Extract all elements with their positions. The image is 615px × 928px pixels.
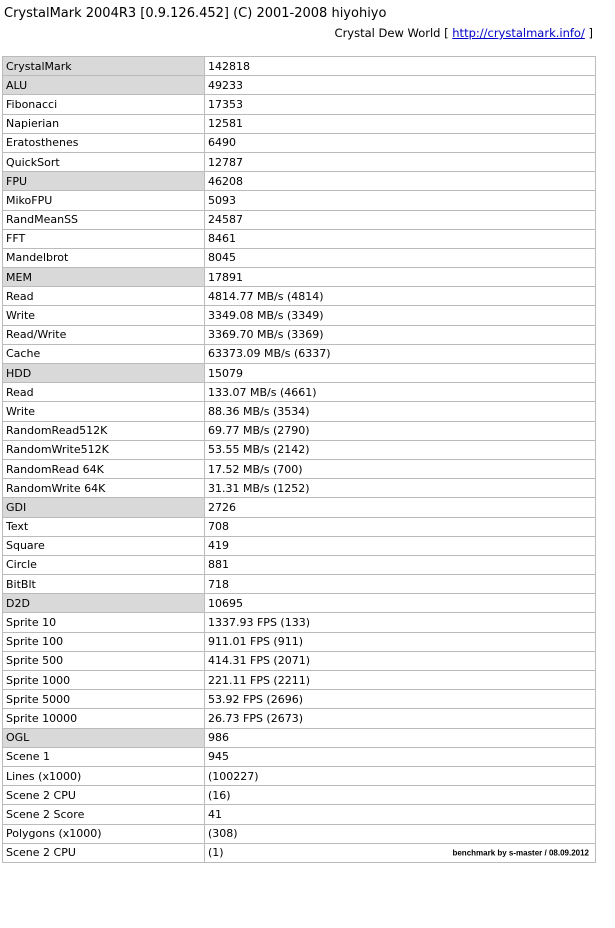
result-label: Mandelbrot xyxy=(3,248,205,267)
result-label: CrystalMark xyxy=(3,57,205,76)
result-value xyxy=(205,57,596,76)
group-row xyxy=(3,728,596,747)
result-label: Polygons (x1000) xyxy=(3,824,205,843)
table-row xyxy=(3,459,596,478)
result-value-text: (16) xyxy=(208,788,231,802)
result-value-text: 17.52 MB/s (700) xyxy=(208,462,303,476)
credit-suffix: ] xyxy=(584,26,593,40)
table-row xyxy=(3,690,596,709)
result-value-text: 3369.70 MB/s (3369) xyxy=(208,328,324,342)
result-value-text: 41 xyxy=(208,807,222,821)
credit-prefix: Crystal Dew World [ xyxy=(334,26,453,40)
result-value xyxy=(205,459,596,478)
page-title: CrystalMark 2004R3 [0.9.126.452] (C) 2001-2008 hiyohiyo xyxy=(4,6,387,21)
result-label: RandomRead512K xyxy=(3,421,205,440)
result-label: Read xyxy=(3,287,205,306)
result-value xyxy=(205,479,596,498)
result-value-text: 53.92 FPS (2696) xyxy=(208,692,304,706)
result-label: Cache xyxy=(3,344,205,363)
result-value xyxy=(205,536,596,555)
result-label: GDI xyxy=(3,498,205,517)
result-value-text: 133.07 MB/s (4661) xyxy=(208,385,317,399)
table-row xyxy=(3,344,596,363)
result-label: MikoFPU xyxy=(3,191,205,210)
result-value-text: 3349.08 MB/s (3349) xyxy=(208,309,324,323)
result-label: Sprite 10 xyxy=(3,613,205,632)
result-value xyxy=(205,517,596,536)
result-value-text: 4814.77 MB/s (4814) xyxy=(208,289,324,303)
result-value-text: (308) xyxy=(208,827,238,841)
table-row xyxy=(3,248,596,267)
result-value-text: 221.11 FPS (2211) xyxy=(208,673,311,687)
group-row xyxy=(3,76,596,95)
table-row xyxy=(3,651,596,670)
result-value-text: 88.36 MB/s (3534) xyxy=(208,404,310,418)
result-label: Scene 1 xyxy=(3,747,205,766)
result-value xyxy=(205,728,596,747)
result-value-text: 31.31 MB/s (1252) xyxy=(208,481,310,495)
result-value xyxy=(205,364,596,383)
result-value-text: 8461 xyxy=(208,232,236,246)
table-row xyxy=(3,555,596,574)
result-label: Write xyxy=(3,402,205,421)
result-value xyxy=(205,306,596,325)
result-value xyxy=(205,671,596,690)
result-value-text: 24587 xyxy=(208,213,243,227)
result-value-text: 1337.93 FPS (133) xyxy=(208,616,311,630)
result-value-text: 414.31 FPS (2071) xyxy=(208,654,311,668)
result-value xyxy=(205,402,596,421)
result-label: Fibonacci xyxy=(3,95,205,114)
table-row xyxy=(3,402,596,421)
result-label: Text xyxy=(3,517,205,536)
result-value xyxy=(205,133,596,152)
table-row xyxy=(3,440,596,459)
result-value-text: 12581 xyxy=(208,117,243,131)
result-value-text: 718 xyxy=(208,577,229,591)
group-row xyxy=(3,594,596,613)
table-row xyxy=(3,517,596,536)
group-row xyxy=(3,57,596,76)
result-value xyxy=(205,325,596,344)
table-row xyxy=(3,671,596,690)
result-label: Write xyxy=(3,306,205,325)
group-row xyxy=(3,172,596,191)
result-value-text: 26.73 FPS (2673) xyxy=(208,711,304,725)
result-value-text: (1) xyxy=(208,846,224,860)
result-value xyxy=(205,76,596,95)
result-value xyxy=(205,287,596,306)
result-label: FPU xyxy=(3,172,205,191)
results-table xyxy=(2,56,596,863)
table-row xyxy=(3,536,596,555)
result-value xyxy=(205,824,596,843)
result-value-text: 10695 xyxy=(208,596,243,610)
result-value xyxy=(205,191,596,210)
result-label: Eratosthenes xyxy=(3,133,205,152)
result-label: MEM xyxy=(3,268,205,287)
result-value-text: 53.55 MB/s (2142) xyxy=(208,443,310,457)
table-row xyxy=(3,843,596,862)
result-label: Sprite 10000 xyxy=(3,709,205,728)
result-label: Sprite 500 xyxy=(3,651,205,670)
group-row xyxy=(3,268,596,287)
results-body xyxy=(3,57,596,863)
table-row xyxy=(3,786,596,805)
result-value xyxy=(205,268,596,287)
result-label: Scene 2 Score xyxy=(3,805,205,824)
signature: benchmark by s-master / 08.09.2012 xyxy=(452,848,589,858)
result-value-text: 986 xyxy=(208,731,229,745)
result-label: Square xyxy=(3,536,205,555)
result-value-text: 881 xyxy=(208,558,229,572)
result-value xyxy=(205,594,596,613)
result-label: Read xyxy=(3,383,205,402)
result-value-text: 945 xyxy=(208,750,229,764)
result-value-text: 911.01 FPS (911) xyxy=(208,635,304,649)
result-value xyxy=(205,95,596,114)
result-value xyxy=(205,555,596,574)
result-label: Lines (x1000) xyxy=(3,766,205,785)
result-value xyxy=(205,210,596,229)
result-label: Napierian xyxy=(3,114,205,133)
table-row xyxy=(3,766,596,785)
result-value xyxy=(205,114,596,133)
result-value xyxy=(205,229,596,248)
result-label: BitBlt xyxy=(3,575,205,594)
table-row xyxy=(3,152,596,171)
result-value xyxy=(205,632,596,651)
result-label: OGL xyxy=(3,728,205,747)
result-value xyxy=(205,248,596,267)
table-row xyxy=(3,824,596,843)
table-row xyxy=(3,479,596,498)
table-row xyxy=(3,383,596,402)
table-row xyxy=(3,632,596,651)
result-label: FFT xyxy=(3,229,205,248)
result-value xyxy=(205,421,596,440)
result-value-text: 2726 xyxy=(208,500,236,514)
result-label: QuickSort xyxy=(3,152,205,171)
result-value xyxy=(205,651,596,670)
result-label: Sprite 100 xyxy=(3,632,205,651)
table-row xyxy=(3,805,596,824)
table-row xyxy=(3,133,596,152)
result-label: D2D xyxy=(3,594,205,613)
result-value xyxy=(205,843,596,862)
result-value xyxy=(205,344,596,363)
result-label: RandomWrite512K xyxy=(3,440,205,459)
table-row xyxy=(3,747,596,766)
result-value xyxy=(205,805,596,824)
result-value xyxy=(205,709,596,728)
table-row xyxy=(3,613,596,632)
result-value xyxy=(205,690,596,709)
result-value xyxy=(205,383,596,402)
table-row xyxy=(3,191,596,210)
table-row xyxy=(3,325,596,344)
result-value xyxy=(205,613,596,632)
group-row xyxy=(3,364,596,383)
table-row xyxy=(3,287,596,306)
result-label: Read/Write xyxy=(3,325,205,344)
table-row xyxy=(3,709,596,728)
result-value-text: 15079 xyxy=(208,366,243,380)
crystalmark-link[interactable]: http://crystalmark.info/ xyxy=(452,26,585,40)
table-row xyxy=(3,229,596,248)
result-label: HDD xyxy=(3,364,205,383)
credit-line xyxy=(335,26,593,40)
table-row xyxy=(3,575,596,594)
result-value-text: 708 xyxy=(208,520,229,534)
result-value-text: 142818 xyxy=(208,59,250,73)
result-label: Circle xyxy=(3,555,205,574)
result-value-text: 69.77 MB/s (2790) xyxy=(208,424,310,438)
result-value-text: (100227) xyxy=(208,769,259,783)
table-row xyxy=(3,210,596,229)
result-label: Scene 2 CPU xyxy=(3,843,205,862)
table-row xyxy=(3,306,596,325)
result-value-text: 17353 xyxy=(208,97,243,111)
result-label: RandMeanSS xyxy=(3,210,205,229)
result-label: Scene 2 CPU xyxy=(3,786,205,805)
result-value xyxy=(205,172,596,191)
result-value-text: 12787 xyxy=(208,155,243,169)
result-value-text: 6490 xyxy=(208,136,236,150)
result-label: RandomWrite 64K xyxy=(3,479,205,498)
result-value xyxy=(205,498,596,517)
result-label: RandomRead 64K xyxy=(3,459,205,478)
table-row xyxy=(3,114,596,133)
result-value-text: 49233 xyxy=(208,78,243,92)
table-row xyxy=(3,95,596,114)
result-value-text: 17891 xyxy=(208,270,243,284)
result-value-text: 5093 xyxy=(208,193,236,207)
result-value-text: 419 xyxy=(208,539,229,553)
table-row xyxy=(3,421,596,440)
result-value-text: 46208 xyxy=(208,174,243,188)
result-value xyxy=(205,575,596,594)
result-value xyxy=(205,766,596,785)
result-value xyxy=(205,747,596,766)
result-label: Sprite 5000 xyxy=(3,690,205,709)
result-value-text: 63373.09 MB/s (6337) xyxy=(208,347,331,361)
result-label: Sprite 1000 xyxy=(3,671,205,690)
group-row xyxy=(3,498,596,517)
result-label: ALU xyxy=(3,76,205,95)
result-value xyxy=(205,786,596,805)
result-value xyxy=(205,440,596,459)
result-value xyxy=(205,152,596,171)
result-value-text: 8045 xyxy=(208,251,236,265)
